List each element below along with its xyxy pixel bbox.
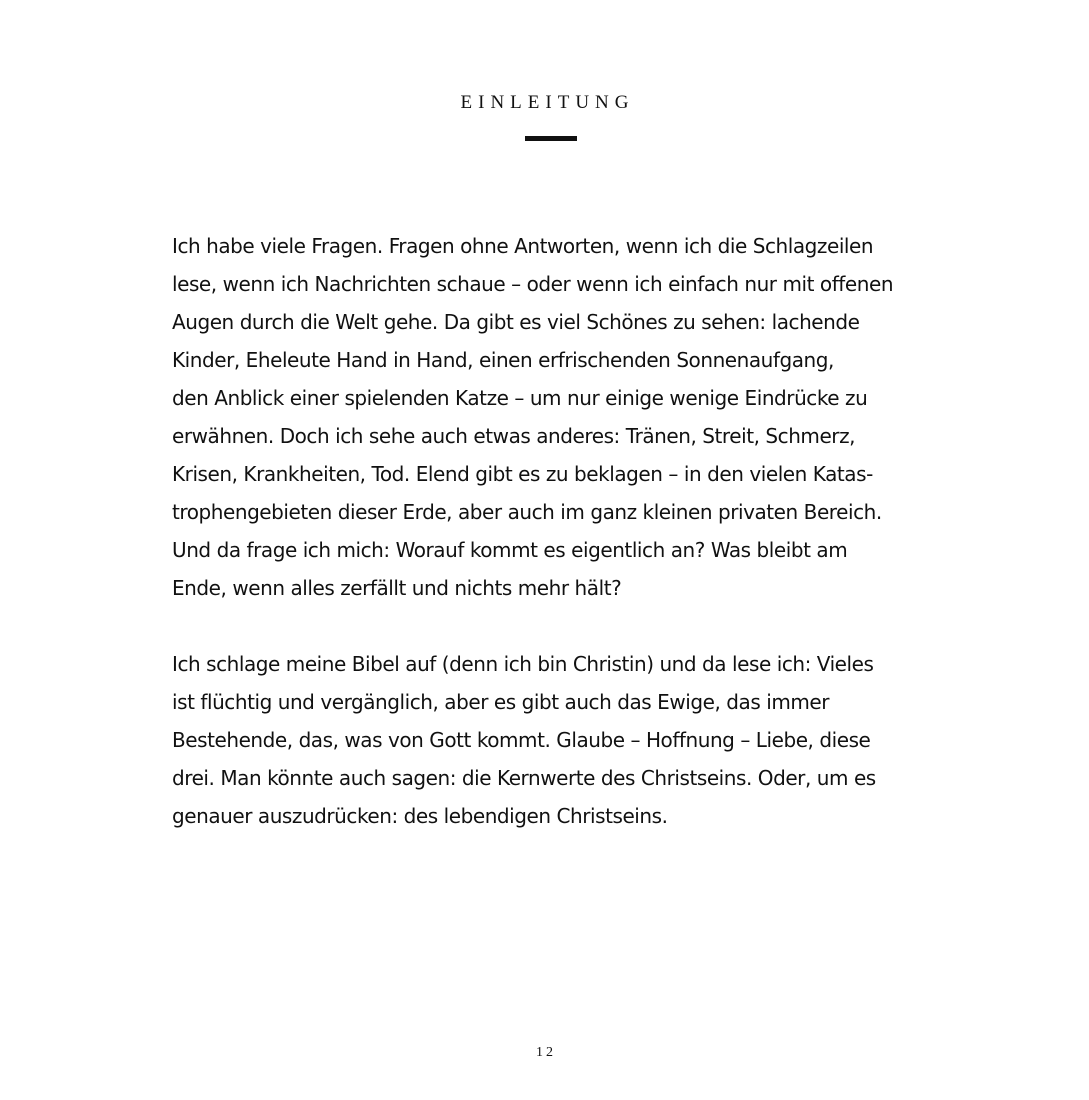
paragraph-2 [172, 645, 952, 835]
text-line: Augen durch die Welt gehe. Da gibt es viel Schönes zu sehen: lachende [172, 310, 860, 334]
text-line: Ich habe viele Fragen. Fragen ohne Antworten, wenn ich die Schlagzeilen [172, 234, 874, 258]
text-line: ist flüchtig und vergänglich, aber es gibt auch das Ewige, das immer [172, 690, 830, 714]
text-line: Bestehende, das, was von Gott kommt. Glaube – Hoffnung – Liebe, diese [172, 728, 871, 752]
heading-underline [525, 136, 577, 141]
text-line: Kinder, Eheleute Hand in Hand, einen erfrischenden Sonnenaufgang, [172, 348, 834, 372]
paragraph-1 [172, 227, 952, 607]
text-line: drei. Man könnte auch sagen: die Kernwerte des Christseins. Oder, um es [172, 766, 876, 790]
text-line: trophengebieten dieser Erde, aber auch im ganz kleinen privaten Bereich. [172, 500, 882, 524]
page-number: 12 [536, 1045, 556, 1060]
text-line: lese, wenn ich Nachrichten schaue – oder wenn ich einfach nur mit offenen [172, 272, 894, 296]
text-line: Krisen, Krankheiten, Tod. Elend gibt es zu beklagen – in den vielen Katas- [172, 462, 873, 486]
chapter-heading: EINLEITUNG [460, 92, 635, 113]
text-line: erwähnen. Doch ich sehe auch etwas anderes: Tränen, Streit, Schmerz, [172, 424, 856, 448]
text-line: Ich schlage meine Bibel auf (denn ich bin Christin) und da lese ich: Vieles [172, 652, 874, 676]
body-text [172, 227, 952, 873]
text-line: Ende, wenn alles zerfällt und nichts mehr hält? [172, 576, 622, 600]
text-line: Und da frage ich mich: Worauf kommt es eigentlich an? Was bleibt am [172, 538, 848, 562]
text-line: den Anblick einer spielenden Katze – um nur einige wenige Eindrücke zu [172, 386, 868, 410]
text-line: genauer auszudrücken: des lebendigen Christseins. [172, 804, 668, 828]
